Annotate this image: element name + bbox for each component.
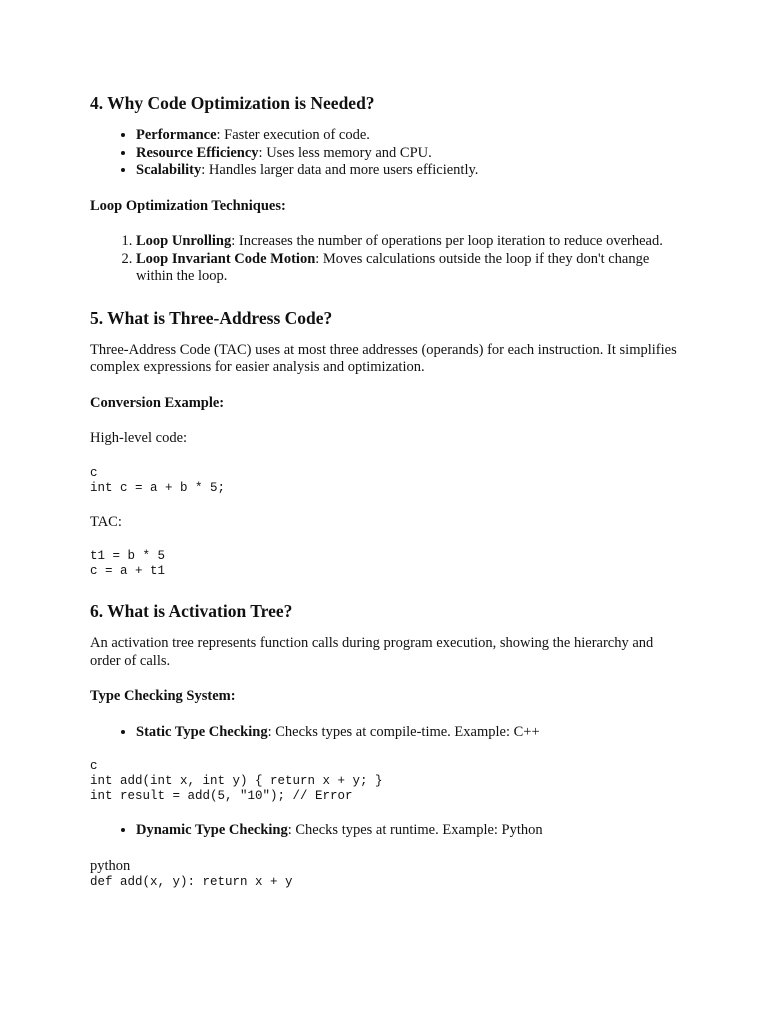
- bullet-term: Performance: [136, 127, 217, 143]
- code-line: c: [90, 465, 98, 480]
- item-desc: : Moves calculations outside the loop if they don't change within the loop.: [136, 250, 650, 284]
- code-line: int add(int x, int y) { return x + y; }: [90, 774, 383, 788]
- bullet-term: Scalability: [136, 162, 202, 178]
- conversion-example-subheading: Conversion Example:: [90, 394, 225, 411]
- code-line: t1 = b * 5: [90, 549, 166, 563]
- list-item: [136, 251, 678, 286]
- code-line: c = a + t1: [90, 564, 166, 578]
- activation-tree-paragraph: An activation tree represents function calls during program execution, showing the hierarchy and order of calls.: [90, 635, 654, 669]
- dynamic-code-block: [90, 858, 678, 890]
- list-item: [136, 162, 678, 180]
- list-item: [136, 127, 678, 145]
- list-item: [136, 145, 678, 163]
- code-line: int result = add(5, "10"); // Error: [90, 789, 353, 803]
- high-level-code-block: [90, 466, 678, 496]
- list-item: [136, 822, 678, 840]
- section-4-heading: 4. Why Code Optimization is Needed?: [90, 93, 375, 113]
- section-5-heading: 5. What is Three-Address Code?: [90, 307, 333, 328]
- static-type-list: [90, 724, 678, 742]
- high-level-code-label: High-level code:: [90, 430, 188, 446]
- item-desc: : Increases the number of operations per loop iteration to reduce overhead.: [231, 233, 663, 249]
- list-item: [136, 724, 678, 742]
- python-label: python: [90, 857, 131, 874]
- tac-label: TAC:: [90, 513, 122, 530]
- bullet-term: Static Type Checking: [136, 723, 268, 740]
- bullet-desc: : Faster execution of code.: [216, 127, 370, 143]
- code-line: def add(x, y): return x + y: [90, 874, 293, 889]
- item-term: Loop Invariant Code Motion: [136, 250, 316, 267]
- static-code-block: [90, 759, 678, 804]
- bullet-term: Dynamic Type Checking: [136, 822, 288, 838]
- code-line: int c = a + b * 5;: [90, 480, 226, 495]
- optimization-benefits-list: [90, 127, 678, 180]
- code-line: c: [90, 759, 98, 773]
- bullet-desc: : Checks types at compile-time. Example: C++: [267, 723, 540, 740]
- loop-techniques-list: [90, 233, 678, 286]
- dynamic-type-list: [90, 822, 678, 840]
- list-item: [136, 233, 678, 251]
- bullet-desc: : Uses less memory and CPU.: [258, 144, 432, 161]
- tac-intro-paragraph: Three-Address Code (TAC) uses at most three addresses (operands) for each instruction. It simplifies complex expressions for easier analysis and optimization.: [90, 341, 677, 375]
- type-checking-subheading: Type Checking System:: [90, 688, 236, 704]
- bullet-term: Resource Efficiency: [136, 144, 259, 161]
- bullet-desc: : Checks types at runtime. Example: Python: [287, 822, 543, 838]
- tac-code-block: [90, 549, 678, 579]
- loop-optimization-subheading: Loop Optimization Techniques:: [90, 197, 286, 214]
- section-6-heading: 6. What is Activation Tree?: [90, 601, 293, 621]
- item-term: Loop Unrolling: [136, 233, 232, 249]
- bullet-desc: : Handles larger data and more users efficiently.: [201, 162, 479, 178]
